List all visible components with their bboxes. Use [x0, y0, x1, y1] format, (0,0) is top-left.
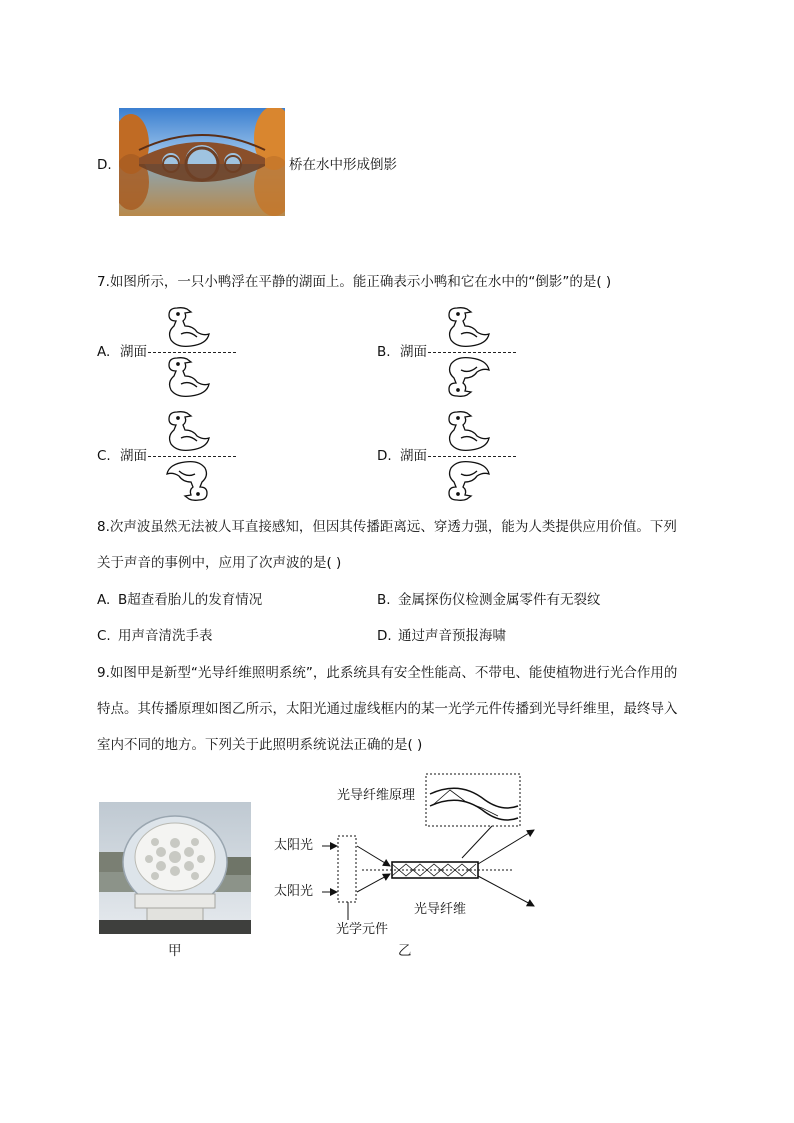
duck-upright-icon: [443, 304, 493, 354]
duck-reflection-icon: [443, 354, 493, 404]
q8-option-c-text: 用声音清洗手表: [118, 628, 213, 644]
q9-stem-line-1: 9.如图甲是新型“光导纤维照明系统”，此系统具有安全性能高、不带电、能使植物进行光合作用的: [97, 665, 678, 681]
diagram-label-principle: 光导纤维原理: [337, 788, 416, 803]
q8-option-a-letter: A.: [97, 592, 111, 608]
duck-reflection-icon: [163, 354, 213, 404]
duck-upright-icon: [443, 408, 493, 458]
q8-option-b-letter: B.: [377, 592, 391, 608]
q8-option-b-text: 金属探伤仪检测金属零件有无裂纹: [398, 592, 601, 608]
duck-upright-icon: [163, 408, 213, 458]
q9-stem-line-3: 室内不同的地方。下列关于此照明系统说法正确的是( ): [97, 737, 423, 753]
duck-upright-icon: [163, 304, 213, 354]
figure-yi-caption: 乙: [398, 943, 412, 959]
q8-stem-line-1: 8.次声波虽然无法被人耳直接感知，但因其传播距离远、穿透力强，能为人类提供应用价值。下列: [97, 519, 677, 535]
q8-option-a-text: B超查看胎儿的发育情况: [118, 592, 263, 608]
diagram-label-fiber: 光导纤维: [414, 902, 467, 917]
q6-option-d-letter: D.: [97, 157, 112, 173]
q9-stem-line-2: 特点。其传播原理如图乙所示，太阳光通过虚线框内的某一光学元件传播到光导纤维里，最终导入: [97, 701, 678, 717]
q7-option-c-surface-label: 湖面: [120, 448, 147, 464]
q7-option-a-surface-label: 湖面: [120, 344, 147, 360]
q8-option-d-text: 通过声音预报海啸: [398, 628, 506, 644]
q7-stem: 7.如图所示，一只小鸭浮在平静的湖面上。能正确表示小鸭和它在水中的“倒影”的是( ): [97, 274, 612, 290]
q7-option-b-surface-label: 湖面: [400, 344, 427, 360]
q7-option-d-letter: D.: [377, 448, 392, 464]
q6-option-d-text: 桥在水中形成倒影: [289, 157, 397, 173]
q7-option-a-letter: A.: [97, 344, 111, 360]
bridge-reflection-photo: [119, 108, 285, 216]
fiber-collector-photo: [99, 802, 251, 934]
q8-stem-line-2: 关于声音的事例中，应用了次声波的是( ): [97, 555, 342, 571]
q8-option-c-letter: C.: [97, 628, 111, 644]
diagram-label-optical-element: 光学元件: [336, 922, 389, 937]
q8-option-d-letter: D.: [377, 628, 392, 644]
diagram-label-sunlight-2: 太阳光: [274, 884, 314, 899]
duck-reflection-icon: [443, 458, 493, 508]
q7-option-d-surface-label: 湖面: [400, 448, 427, 464]
q7-option-b-letter: B.: [377, 344, 391, 360]
figure-jia-caption: 甲: [168, 943, 182, 959]
duck-reflection-icon: [163, 458, 213, 508]
diagram-label-sunlight-1: 太阳光: [274, 838, 314, 853]
q7-option-c-letter: C.: [97, 448, 111, 464]
